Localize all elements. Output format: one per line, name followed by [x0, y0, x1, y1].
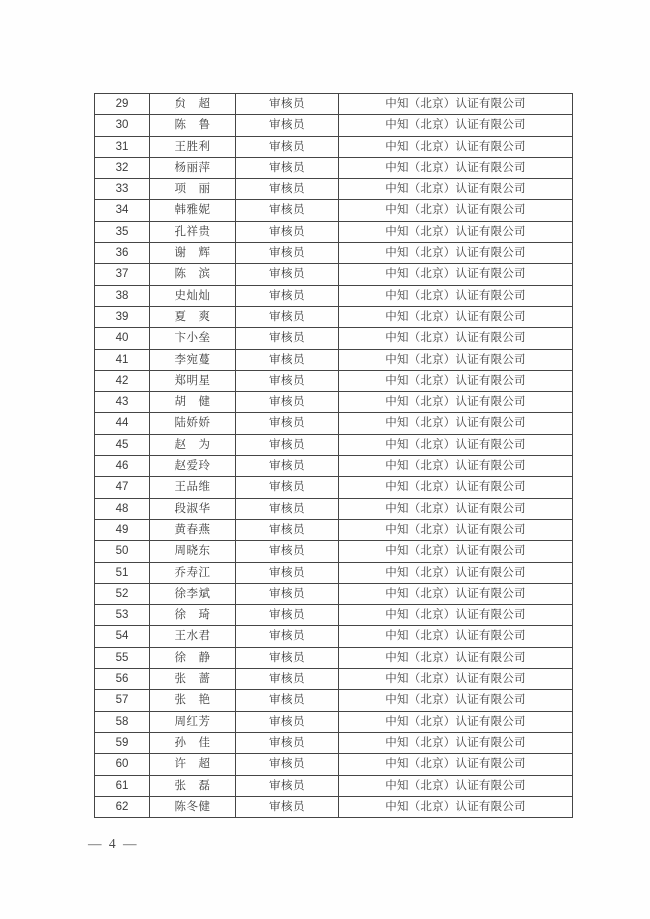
cell-name: 黄春燕: [150, 519, 236, 540]
cell-name: 赵 为: [150, 434, 236, 455]
cell-name: 郑明星: [150, 370, 236, 391]
cell-role: 审核员: [236, 519, 339, 540]
table-row: [95, 200, 573, 221]
cell-role: 审核员: [236, 434, 339, 455]
cell-name: 杨丽萍: [150, 157, 236, 178]
cell-role: 审核员: [236, 626, 339, 647]
cell-role: 审核员: [236, 413, 339, 434]
table-row: [95, 370, 573, 391]
table-row: [95, 754, 573, 775]
personnel-table: [94, 93, 573, 818]
cell-role: 审核员: [236, 732, 339, 753]
cell-company: 中知（北京）认证有限公司: [339, 306, 573, 327]
cell-name: 孙 佳: [150, 732, 236, 753]
table-row: [95, 157, 573, 178]
cell-role: 审核员: [236, 328, 339, 349]
cell-role: 审核员: [236, 498, 339, 519]
cell-role: 审核员: [236, 349, 339, 370]
cell-role: 审核员: [236, 583, 339, 604]
cell-name: 谢 辉: [150, 243, 236, 264]
cell-name: 李宛蔓: [150, 349, 236, 370]
cell-role: 审核员: [236, 243, 339, 264]
cell-no: 41: [95, 349, 150, 370]
cell-role: 审核员: [236, 647, 339, 668]
cell-company: 中知（北京）认证有限公司: [339, 328, 573, 349]
page-number-footer: — 4 —: [88, 836, 139, 851]
cell-no: 33: [95, 179, 150, 200]
cell-company: 中知（北京）认证有限公司: [339, 136, 573, 157]
cell-role: 审核员: [236, 690, 339, 711]
cell-name: 陈 鲁: [150, 115, 236, 136]
cell-company: 中知（北京）认证有限公司: [339, 562, 573, 583]
cell-no: 52: [95, 583, 150, 604]
table-row: [95, 456, 573, 477]
cell-no: 58: [95, 711, 150, 732]
cell-role: 审核员: [236, 392, 339, 413]
cell-no: 34: [95, 200, 150, 221]
table-row: [95, 519, 573, 540]
cell-no: 56: [95, 669, 150, 690]
personnel-table-body: [95, 94, 573, 818]
cell-no: 55: [95, 647, 150, 668]
table-row: [95, 285, 573, 306]
table-row: [95, 243, 573, 264]
cell-company: 中知（北京）认证有限公司: [339, 370, 573, 391]
cell-company: 中知（北京）认证有限公司: [339, 732, 573, 753]
table-row: [95, 94, 573, 115]
cell-role: 审核员: [236, 754, 339, 775]
cell-company: 中知（北京）认证有限公司: [339, 775, 573, 796]
table-row: [95, 796, 573, 817]
table-row: [95, 690, 573, 711]
cell-company: 中知（北京）认证有限公司: [339, 413, 573, 434]
cell-company: 中知（北京）认证有限公司: [339, 285, 573, 306]
cell-no: 37: [95, 264, 150, 285]
cell-company: 中知（北京）认证有限公司: [339, 583, 573, 604]
cell-role: 审核员: [236, 136, 339, 157]
table-row: [95, 647, 573, 668]
cell-company: 中知（北京）认证有限公司: [339, 477, 573, 498]
cell-no: 43: [95, 392, 150, 413]
cell-no: 30: [95, 115, 150, 136]
cell-name: 段淑华: [150, 498, 236, 519]
cell-name: 史灿灿: [150, 285, 236, 306]
cell-no: 46: [95, 456, 150, 477]
cell-company: 中知（北京）认证有限公司: [339, 115, 573, 136]
cell-name: 贠 超: [150, 94, 236, 115]
table-row: [95, 711, 573, 732]
cell-name: 韩雅妮: [150, 200, 236, 221]
cell-no: 57: [95, 690, 150, 711]
cell-role: 审核员: [236, 477, 339, 498]
cell-company: 中知（北京）认证有限公司: [339, 349, 573, 370]
cell-name: 张 蔷: [150, 669, 236, 690]
cell-role: 审核员: [236, 179, 339, 200]
cell-company: 中知（北京）认证有限公司: [339, 264, 573, 285]
table-row: [95, 562, 573, 583]
cell-name: 赵爱玲: [150, 456, 236, 477]
cell-company: 中知（北京）认证有限公司: [339, 796, 573, 817]
cell-name: 徐 琦: [150, 605, 236, 626]
cell-role: 审核员: [236, 306, 339, 327]
cell-role: 审核员: [236, 456, 339, 477]
cell-name: 周红芳: [150, 711, 236, 732]
cell-no: 39: [95, 306, 150, 327]
cell-no: 32: [95, 157, 150, 178]
cell-no: 35: [95, 221, 150, 242]
cell-company: 中知（北京）认证有限公司: [339, 647, 573, 668]
table-row: [95, 498, 573, 519]
cell-role: 审核员: [236, 669, 339, 690]
cell-name: 卞小垒: [150, 328, 236, 349]
cell-role: 审核员: [236, 562, 339, 583]
cell-no: 36: [95, 243, 150, 264]
cell-company: 中知（北京）认证有限公司: [339, 498, 573, 519]
cell-name: 孔祥贵: [150, 221, 236, 242]
cell-company: 中知（北京）认证有限公司: [339, 605, 573, 626]
table-row: [95, 775, 573, 796]
cell-name: 项 丽: [150, 179, 236, 200]
cell-role: 审核员: [236, 796, 339, 817]
cell-no: 47: [95, 477, 150, 498]
cell-company: 中知（北京）认证有限公司: [339, 392, 573, 413]
cell-no: 29: [95, 94, 150, 115]
cell-company: 中知（北京）认证有限公司: [339, 456, 573, 477]
cell-name: 夏 爽: [150, 306, 236, 327]
cell-role: 审核员: [236, 264, 339, 285]
cell-no: 53: [95, 605, 150, 626]
cell-role: 审核员: [236, 605, 339, 626]
cell-role: 审核员: [236, 221, 339, 242]
cell-no: 54: [95, 626, 150, 647]
cell-company: 中知（北京）认证有限公司: [339, 626, 573, 647]
table-row: [95, 541, 573, 562]
cell-no: 62: [95, 796, 150, 817]
cell-company: 中知（北京）认证有限公司: [339, 94, 573, 115]
cell-name: 周晓东: [150, 541, 236, 562]
cell-no: 31: [95, 136, 150, 157]
cell-name: 许 超: [150, 754, 236, 775]
cell-no: 51: [95, 562, 150, 583]
cell-no: 45: [95, 434, 150, 455]
table-row: [95, 221, 573, 242]
cell-no: 44: [95, 413, 150, 434]
cell-company: 中知（北京）认证有限公司: [339, 711, 573, 732]
table-row: [95, 349, 573, 370]
cell-role: 审核员: [236, 115, 339, 136]
table-row: [95, 477, 573, 498]
cell-role: 审核员: [236, 370, 339, 391]
cell-no: 60: [95, 754, 150, 775]
cell-name: 陈冬健: [150, 796, 236, 817]
table-row: [95, 583, 573, 604]
cell-no: 40: [95, 328, 150, 349]
cell-name: 乔寿江: [150, 562, 236, 583]
cell-no: 38: [95, 285, 150, 306]
table-row: [95, 732, 573, 753]
cell-company: 中知（北京）认证有限公司: [339, 541, 573, 562]
cell-no: 50: [95, 541, 150, 562]
cell-role: 审核员: [236, 711, 339, 732]
table-row: [95, 669, 573, 690]
cell-no: 49: [95, 519, 150, 540]
cell-role: 审核员: [236, 285, 339, 306]
cell-company: 中知（北京）认证有限公司: [339, 243, 573, 264]
cell-company: 中知（北京）认证有限公司: [339, 434, 573, 455]
table-row: [95, 264, 573, 285]
cell-name: 王品维: [150, 477, 236, 498]
cell-name: 胡 健: [150, 392, 236, 413]
cell-role: 审核员: [236, 157, 339, 178]
cell-company: 中知（北京）认证有限公司: [339, 200, 573, 221]
table-row: [95, 392, 573, 413]
table-row: [95, 179, 573, 200]
cell-company: 中知（北京）认证有限公司: [339, 221, 573, 242]
table-row: [95, 115, 573, 136]
table-row: [95, 136, 573, 157]
cell-no: 42: [95, 370, 150, 391]
cell-company: 中知（北京）认证有限公司: [339, 179, 573, 200]
cell-company: 中知（北京）认证有限公司: [339, 690, 573, 711]
cell-role: 审核员: [236, 94, 339, 115]
cell-name: 陈 滨: [150, 264, 236, 285]
cell-name: 陆娇娇: [150, 413, 236, 434]
cell-name: 王胜利: [150, 136, 236, 157]
cell-no: 48: [95, 498, 150, 519]
cell-name: 徐 静: [150, 647, 236, 668]
table-row: [95, 434, 573, 455]
cell-name: 王水君: [150, 626, 236, 647]
cell-company: 中知（北京）认证有限公司: [339, 669, 573, 690]
cell-no: 61: [95, 775, 150, 796]
cell-no: 59: [95, 732, 150, 753]
table-row: [95, 306, 573, 327]
cell-role: 审核员: [236, 775, 339, 796]
cell-name: 张 磊: [150, 775, 236, 796]
table-row: [95, 413, 573, 434]
table-row: [95, 626, 573, 647]
cell-company: 中知（北京）认证有限公司: [339, 157, 573, 178]
cell-company: 中知（北京）认证有限公司: [339, 519, 573, 540]
cell-company: 中知（北京）认证有限公司: [339, 754, 573, 775]
cell-name: 张 艳: [150, 690, 236, 711]
table-row: [95, 605, 573, 626]
cell-name: 徐李斌: [150, 583, 236, 604]
cell-role: 审核员: [236, 541, 339, 562]
cell-role: 审核员: [236, 200, 339, 221]
table-row: [95, 328, 573, 349]
